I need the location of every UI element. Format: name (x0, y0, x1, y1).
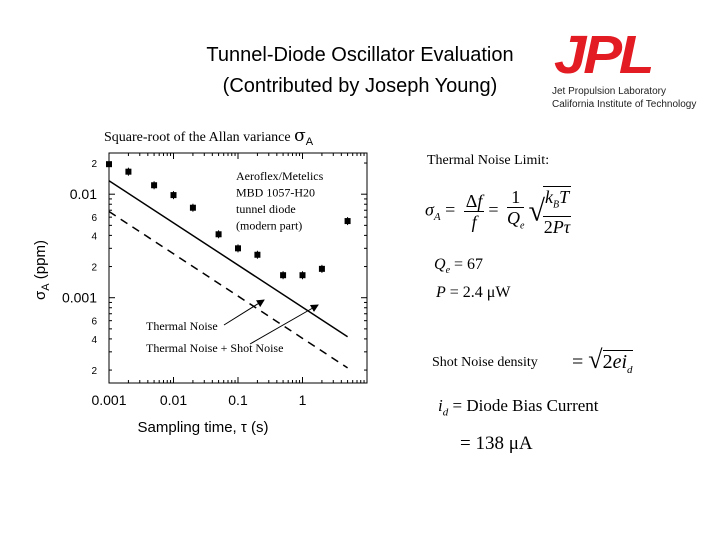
title-line-1: Tunnel-Diode Oscillator Evaluation (206, 44, 514, 66)
x-tick-label: 1 (298, 392, 307, 408)
data-point (300, 272, 306, 278)
y-axis-label (32, 240, 52, 300)
data-point (345, 218, 351, 224)
thermal-formula: $\sigma_A$ = $\frac{\Delta f}{f}$ = $\frac{1}{Q_e}$ √ $\frac{k_BT}{2P\tau}$ (425, 186, 571, 237)
data-point (235, 245, 241, 251)
y-tick-label: 6 (91, 316, 97, 328)
logo-line-1: Jet Propulsion Laboratory (552, 86, 666, 97)
y-tick-label: 0.01 (69, 186, 97, 203)
logo-mark: JPL (554, 25, 652, 85)
data-point (216, 231, 222, 237)
device-annotation: tunnel diode (236, 202, 296, 216)
y-tick-label: 6 (91, 213, 97, 225)
thermal-noise-arrow (224, 300, 264, 325)
y-tick-label: 2 (91, 159, 97, 171)
bias-current-formula: $i_d$ = Diode Bias Current (438, 396, 599, 419)
bias-current-label: = Diode Bias Current (452, 396, 599, 415)
thermal-shot-noise-arrow (250, 305, 318, 344)
power-formula: P = 2.4 μW (436, 284, 511, 301)
thermal-heading: Thermal Noise Limit: (427, 153, 550, 168)
y-axis-symbol: σ (32, 290, 49, 300)
device-annotation: (modern part) (236, 218, 303, 233)
x-tick-label: 0.1 (228, 392, 248, 408)
y-axis-subscript: A (40, 283, 52, 291)
thermal-shot-noise-line (109, 181, 348, 337)
y-tick-label: 4 (91, 231, 97, 243)
y-tick-label: 2 (91, 366, 97, 378)
logo-line-2: California Institute of Technology (552, 99, 697, 110)
bias-current-value: = 138 μA (460, 433, 533, 454)
data-point (254, 252, 260, 258)
data-point (319, 266, 325, 272)
y-tick-label: 4 (91, 334, 97, 346)
x-axis-label: Sampling time, τ (s) (137, 419, 269, 436)
data-point (190, 205, 196, 211)
title-line-2: (Contributed by Joseph Young) (222, 75, 498, 97)
data-point (125, 169, 131, 175)
shot-heading: Shot Noise density (432, 355, 538, 370)
subtitle-sigma: σ (294, 126, 306, 146)
y-tick-label: 2 (91, 262, 97, 274)
thermal-shot-noise-label: Thermal Noise + Shot Noise (146, 341, 284, 355)
data-point (106, 161, 112, 167)
x-tick-label: 0.01 (159, 392, 188, 408)
subtitle-sub: A (305, 135, 314, 148)
x-tick-label: 0.001 (91, 392, 127, 408)
shot-formula: = $√2ei_d$ (572, 345, 633, 376)
subtitle-text: Square-root of the Allan variance (104, 130, 295, 145)
data-point (280, 272, 286, 278)
qe-value: = 67 (454, 256, 484, 273)
qe-formula: $Q_e = 67$ (434, 256, 484, 277)
power-value: = 2.4 μW (449, 284, 511, 301)
thermal-noise-label: Thermal Noise (146, 319, 218, 333)
y-tick-label: 0.001 (61, 289, 97, 306)
device-annotation: MBD 1057-H20 (236, 185, 316, 200)
data-point (171, 192, 177, 198)
device-annotation: Aeroflex/Metelics (236, 169, 324, 183)
data-point (151, 182, 157, 188)
y-axis-unit: (ppm) (32, 240, 49, 284)
